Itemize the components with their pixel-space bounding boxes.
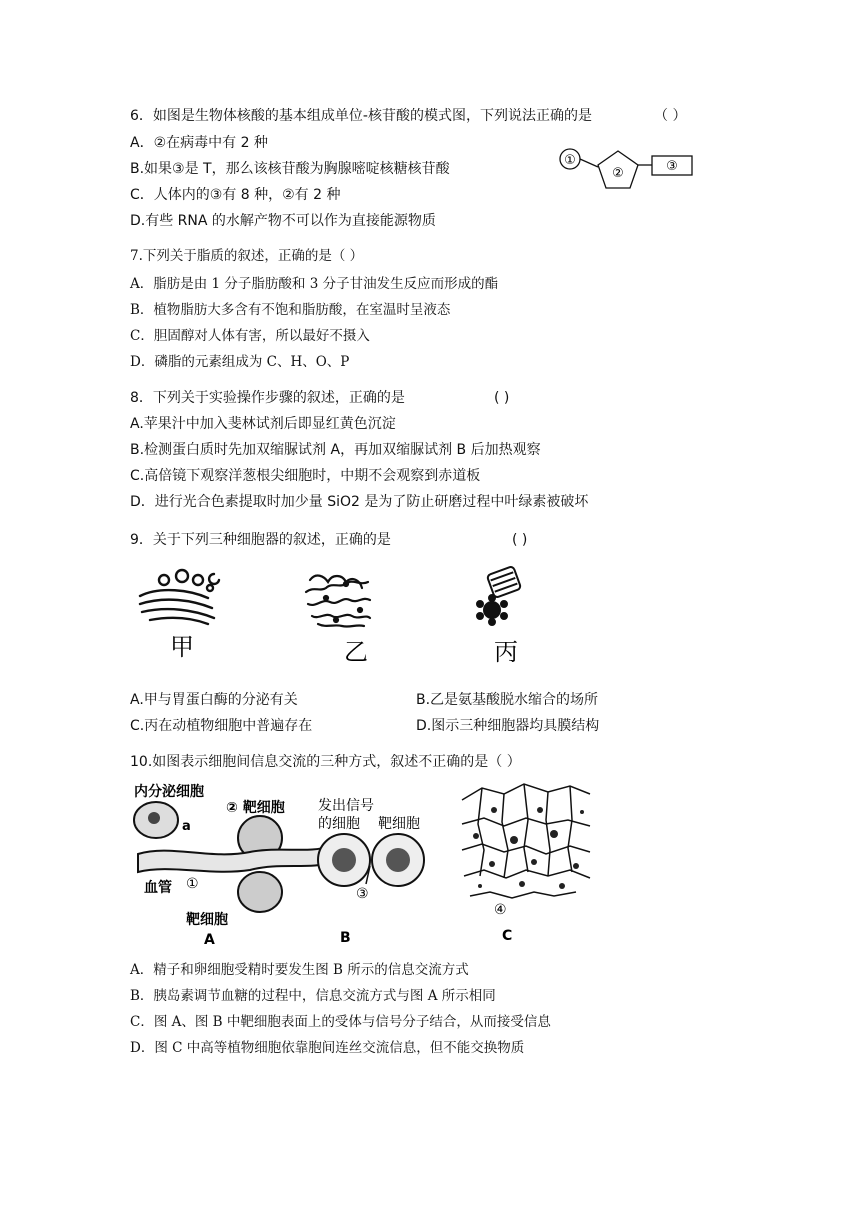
q8-option-d: D．进行光合色素提取时加少量 SiO2 是为了防止研磨过程中叶绿素被破坏: [130, 494, 589, 510]
figure-label-yi: 乙: [344, 638, 368, 666]
q8-answer-paren: ( ): [494, 390, 510, 406]
q10-option-b: B．胰岛素调节血糖的过程中，信息交流方式与图 A 所示相同: [130, 988, 496, 1004]
q8-option-a: A.苹果汁中加入斐林试剂后即显红黄色沉淀: [130, 416, 396, 432]
q8-option-c: C.高倍镜下观察洋葱根尖细胞时，中期不会观察到赤道板: [130, 468, 481, 484]
q9-option-d: D.图示三种细胞器均具膜结构: [416, 718, 600, 734]
q9-option-a: A.甲与胃蛋白酶的分泌有关: [130, 692, 298, 708]
q9-option-c: C.丙在动植物细胞中普遍存在: [130, 718, 313, 734]
q7-stem: 7.下列关于脂质的叙述，正确的是（ ）: [130, 248, 364, 264]
q6-stem: 6．如图是生物体核酸的基本组成单位-核苷酸的模式图，下列说法正确的是: [130, 108, 592, 124]
q8-stem: 8．下列关于实验操作步骤的叙述，正确的是: [130, 390, 405, 406]
q7-option-c: C．胆固醇对人体有害，所以最好不摄入: [130, 328, 370, 344]
q10-option-c: C．图 A、图 B 中靶细胞表面上的受体与信号分子结合，从而接受信息: [130, 1014, 551, 1030]
svg-text:② 靶细胞: ② 靶细胞: [226, 800, 285, 816]
svg-text:血管: 血管: [144, 880, 172, 896]
q8-option-b: B.检测蛋白质时先加双缩脲试剂 A，再加双缩脲试剂 B 后加热观察: [130, 442, 541, 458]
centriole-drawing: [477, 566, 521, 625]
golgi-apparatus-drawing: [140, 570, 219, 624]
q9-option-b: B.乙是氨基酸脱水缩合的场所: [416, 692, 599, 708]
q9-answer-paren: ( ): [512, 532, 528, 548]
q7-option-a: A．脂肪是由 1 分子脂肪酸和 3 分子甘油发生反应而形成的酯: [130, 276, 499, 292]
q6-option-b: B.如果③是 T，那么该核苷酸为胸腺嘧啶核糖核苷酸: [130, 161, 450, 177]
svg-text:C: C: [502, 928, 513, 944]
q6-option-c: C．人体内的③有 8 种，②有 2 种: [130, 187, 341, 203]
q10-stem: 10.如图表示细胞间信息交流的三种方式，叙述不正确的是（ ）: [130, 754, 521, 770]
svg-text:B: B: [340, 930, 351, 946]
target-cell-lower: [238, 872, 282, 912]
svg-text:的细胞: 的细胞: [318, 816, 360, 832]
organelle-figure: [130, 560, 550, 675]
nucleotide-diagram: [556, 145, 702, 195]
panel-b-contact-signaling: [318, 798, 424, 946]
svg-text:③: ③: [356, 886, 369, 902]
svg-text:发出信号: 发出信号: [318, 798, 374, 814]
panel-c-plasmodesmata: [460, 784, 590, 944]
q7-option-b: B．植物脂肪大多含有不饱和脂肪酸，在室温时呈液态: [130, 302, 451, 318]
nucleotide-label-1: ①: [564, 153, 576, 168]
figure-label-jia: 甲: [170, 633, 194, 661]
svg-text:④: ④: [494, 902, 507, 918]
svg-text:靶细胞: 靶细胞: [186, 912, 228, 928]
cell-signaling-figure: [130, 780, 600, 950]
q10-option-d: D．图 C 中高等植物细胞依靠胞间连丝交流信息，但不能交换物质: [130, 1040, 525, 1056]
svg-text:①: ①: [186, 876, 199, 892]
q7-option-d: D．磷脂的元素组成为 C、H、O、P: [130, 354, 350, 370]
nucleotide-label-2: ②: [612, 166, 624, 181]
q6-option-a: A．②在病毒中有 2 种: [130, 135, 268, 151]
q6-option-d: D.有些 RNA 的水解产物不可以作为直接能源物质: [130, 213, 436, 229]
nucleotide-label-3: ③: [666, 159, 678, 174]
q6-answer-paren: （ ）: [654, 108, 687, 124]
q10-option-a: A．精子和卵细胞受精时要发生图 B 所示的信息交流方式: [130, 962, 469, 978]
q9-stem: 9．关于下列三种细胞器的叙述，正确的是: [130, 532, 391, 548]
svg-text:a: a: [182, 819, 191, 834]
figure-label-bing: 丙: [494, 638, 518, 666]
svg-text:A: A: [204, 932, 215, 948]
svg-text:靶细胞: 靶细胞: [378, 816, 420, 832]
panel-a-endocrine-signaling: [134, 783, 334, 948]
endoplasmic-reticulum-drawing: [306, 576, 370, 627]
blood-vessel: [138, 846, 334, 872]
svg-text:内分泌细胞: 内分泌细胞: [134, 784, 204, 800]
